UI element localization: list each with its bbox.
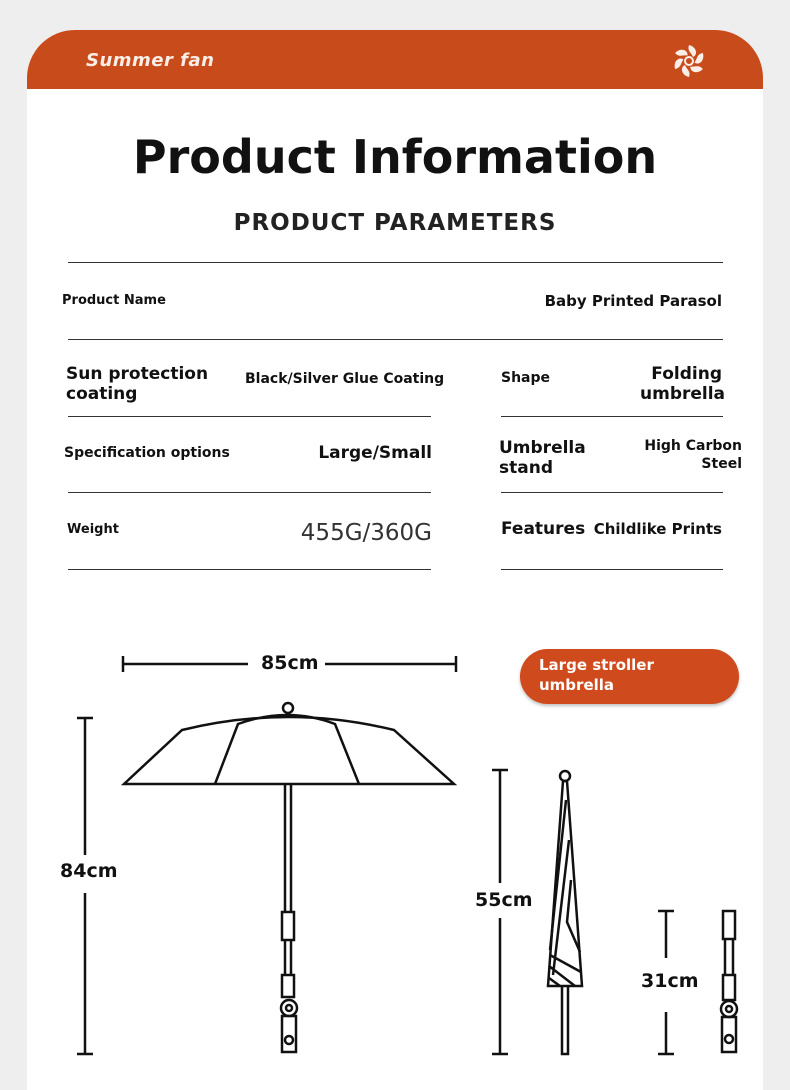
shape-label: Shape <box>501 370 551 386</box>
umbrella-stand-value: High Carbon Steel <box>644 438 742 472</box>
height-open-label: 84cm <box>60 860 118 882</box>
badge-text: Large stroller umbrella <box>539 656 654 694</box>
product-name-label: Product Name <box>62 293 166 308</box>
spec-options-value: Large/Small <box>318 443 432 463</box>
weight-value: 455G/360G <box>300 520 432 546</box>
open-umbrella-drawing <box>124 703 454 1052</box>
section-subtitle: PRODUCT PARAMETERS <box>233 210 557 236</box>
sun-protection-value: Black/Silver Glue Coating <box>245 371 445 387</box>
height-folded-label: 55cm <box>475 889 533 911</box>
sun-protection-label: Sun protection coating <box>66 364 209 404</box>
folded-height-dimension-line <box>492 770 508 1054</box>
features-value: Childlike Prints <box>593 520 722 538</box>
height-stand-label: 31cm <box>641 970 699 992</box>
spec-options-label: Specification options <box>64 445 230 461</box>
weight-label: Weight <box>67 522 119 537</box>
product-name-value: Baby Printed Parasol <box>544 292 722 310</box>
large-stroller-badge <box>520 649 739 704</box>
stand-drawing <box>721 911 737 1052</box>
page-title: Product Information <box>132 130 658 184</box>
width-open-label: 85cm <box>261 652 319 674</box>
features-label: Features <box>501 519 586 539</box>
umbrella-stand-label: Umbrella stand <box>499 438 586 478</box>
shape-value: Folding umbrella <box>640 364 726 404</box>
brand-name: Summer fan <box>86 50 215 71</box>
height-dimension-line <box>77 718 93 1054</box>
folded-umbrella-drawing <box>548 771 582 1054</box>
